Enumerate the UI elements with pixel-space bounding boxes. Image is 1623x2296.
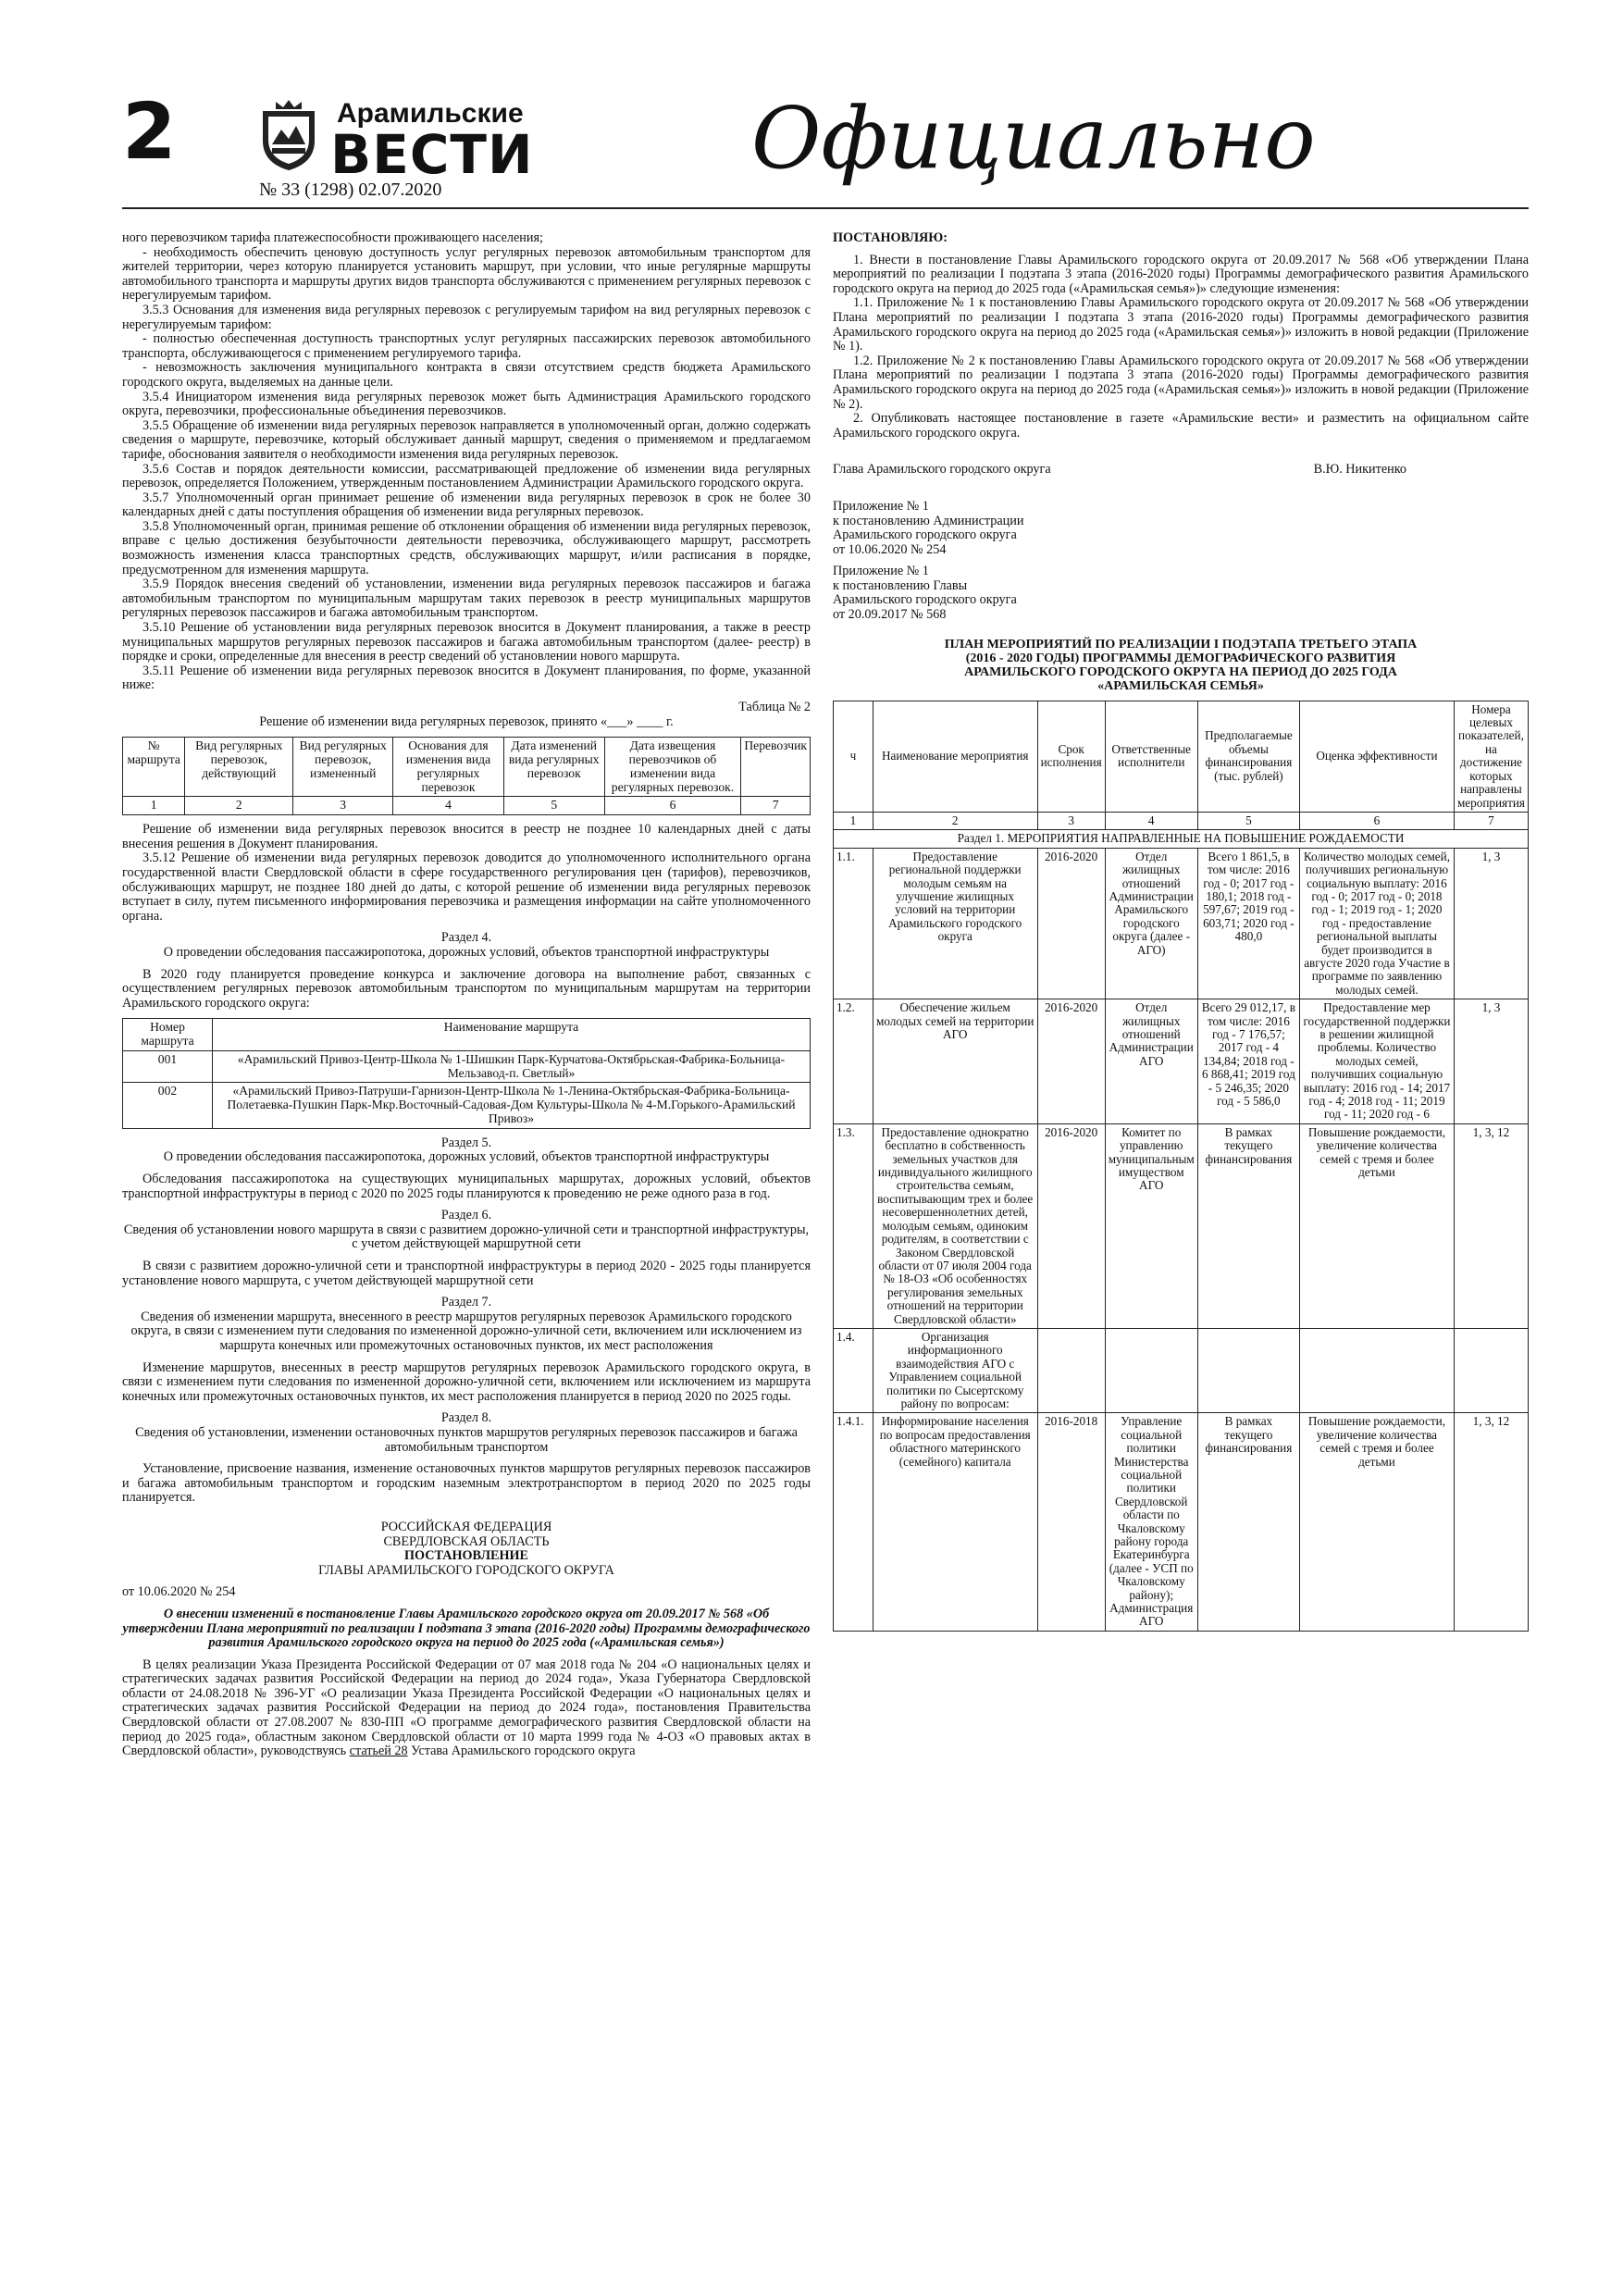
paragraph: Установление, присвоение названия, изменение остановочных пунктов маршрутов регулярных перевозок пассажиров и багажа автомобильным транспортом и городским наземным электротранспортом в период 2020 по 2025 годы планируется. (122, 1461, 811, 1506)
table-header-cell: Дата извещения перевозчиков об изменении вида регулярных перевозок. (604, 738, 741, 797)
decree-heading: ПОСТАНОВЛЯЮ: (833, 230, 948, 245)
row-responsible: Отдел жилищных отношений Администрации АГО (1105, 999, 1197, 1124)
row-term: 2016-2020 (1037, 848, 1105, 999)
row-name: Предоставление однократно бесплатно в собственность земельных участков для индивидуального жилищного строительства семьям, воспитывающим трех и более несовершеннолетних детей, молодым семьям, одиноким родителям, в соответствии с Законом Свердловской области от 07 июля 2004 года № 18-ОЗ «Об особенностях регулирования земельных отношений на территории Свердловской области» (873, 1123, 1037, 1328)
region-heading: СВЕРДЛОВСКАЯ ОБЛАСТЬ (383, 1533, 550, 1549)
section-title: Официально (751, 89, 1316, 188)
paragraph: 3.5.10 Решение об установлении вида регулярных перевозок вносится в Документ планирования, а также в реестр муниципальных маршрутов регулярных перевозок пассажиров и багажа автомобильным транспортом (далее- реестр) в порядке и сроки, определенные для внесения в реестр сведений об установлении нового маршрута. (122, 620, 811, 664)
issue-number: № 33 (1298) 02.07.2020 (259, 180, 442, 200)
table-cell: 3 (1037, 812, 1105, 829)
attachment-line: от 10.06.2020 № 254 (833, 541, 947, 557)
table-cell: 1 (834, 812, 873, 829)
row-term: 2016-2020 (1037, 999, 1105, 1124)
route-name: «Арамильский Привоз-Центр-Школа № 1-Шишкин Парк-Курчатова-Октябрьская-Фабрика-Больница-Мельзавод-п. Светлый» (213, 1050, 811, 1083)
paragraph: 3.5.9 Порядок внесения сведений об установлении, изменении вида регулярных перевозок пассажиров и багажа автомобильным транспортом по муниципальным маршрутам таких перевозок в реестр муниципальных маршрутов регулярных перевозок пассажиров и багажа автомобильным транспортом. (122, 577, 811, 621)
plan-title-line: ПЛАН МЕРОПРИЯТИЙ ПО РЕАЛИЗАЦИИ I ПОДЭТАПА ТРЕТЬЕГО ЭТАПА (944, 637, 1418, 652)
row-number: 1.4.1. (834, 1413, 873, 1632)
row-responsible: Комитет по управлению муниципальным имуществом АГО (1105, 1123, 1197, 1328)
paragraph: 3.5.3 Основания для изменения вида регулярных перевозок с регулируемым тарифом на вид регулярных перевозок с нерегулируемым тарифом: (122, 302, 811, 332)
paragraph: 3.5.4 Инициатором изменения вида регулярных перевозок может быть Администрация Арамильского городского округа, перевозчики, профессиональные объединения перевозчиков. (122, 389, 811, 419)
paragraph: 3.5.8 Уполномоченный орган, принимая решение об отклонении обращения об изменении вида регулярных перевозок, вправе с целью достижения безубыточности деятельности перевозчика, обслуживающего маршрут, рассмотреть возможность изменения класса транспортных средств, обслуживающих маршрут, и/или расписания в порядке, предусмотренном для изменения маршрута. (122, 518, 811, 577)
table-header-cell: Наименование маршрута (213, 1019, 811, 1051)
row-indicators: 1, 3, 12 (1454, 1413, 1528, 1632)
table-header-cell: Наименование мероприятия (873, 701, 1037, 812)
paragraph: В связи с развитием дорожно-уличной сети и транспортной инфраструктуры в период 2020 - 2025 годы планируется установление нового маршрута, с учетом действующей маршрутной сети (122, 1259, 811, 1288)
table-row (834, 848, 1529, 999)
row-indicators: 1, 3, 12 (1454, 1123, 1528, 1328)
table-cell: 5 (503, 797, 604, 815)
page-number: 2 (122, 86, 177, 177)
paragraph: ного перевозчиком тарифа платежеспособности проживающего населения; (122, 230, 543, 245)
section-heading: Раздел 6. (440, 1208, 492, 1223)
row-responsible: Управление социальной политики Министерства социальной политики Свердловской области по Чкаловскому району города Екатеринбурга (далее - УСП по Чкаловскому району); Администрация АГО (1105, 1413, 1197, 1632)
row-financing (1197, 1328, 1299, 1412)
row-indicators: 1, 3 (1454, 848, 1528, 999)
route-number: 002 (123, 1083, 213, 1128)
section-heading: Раздел 4. (440, 930, 492, 946)
row-indicators: 1, 3 (1454, 999, 1528, 1124)
table-cell: 5 (1197, 812, 1299, 829)
table-header-cell: Перевозчик (741, 738, 811, 797)
route-type-table (122, 737, 811, 815)
document-type: ПОСТАНОВЛЕНИЕ (403, 1548, 529, 1564)
row-number: 1.4. (834, 1328, 873, 1412)
row-name: Организация информационного взаимодействия АГО с Управлением социальной политики по Сысертскому району по вопросам: (873, 1328, 1037, 1412)
row-efficiency (1300, 1328, 1455, 1412)
table-cell: 6 (604, 797, 741, 815)
row-name: Предоставление региональной поддержки молодым семьям на улучшение жилищных условий на территории Арамильского городского округа (873, 848, 1037, 999)
row-financing: В рамках текущего финансирования (1197, 1123, 1299, 1328)
attachment-line: Приложение № 1 (833, 564, 929, 579)
row-name: Обеспечение жильем молодых семей на территории АГО (873, 999, 1037, 1124)
paragraph: - невозможность заключения муниципального контракта в связи отсутствием средств бюджета Арамильского городского округа, выделяемых на данные цели. (122, 360, 811, 390)
table-cell: 1 (123, 797, 185, 815)
table-row (834, 1413, 1529, 1632)
row-number: 1.2. (834, 999, 873, 1124)
table-header-cell: Ответственные исполнители (1105, 701, 1197, 812)
coat-of-arms-icon (252, 98, 326, 172)
paragraph: 3.5.5 Обращение об изменении вида регулярных перевозок направляется в уполномоченный орган, должно содержать сведения о маршруте, перевозчике, который обслуживает данный маршрут, сведения о применяемом и предлагаемом тарифе, обоснования заявителя о необходимости изменения вида регулярных перевозок. (122, 417, 811, 462)
section-heading: Раздел 8. (440, 1410, 492, 1426)
attachment-line: к постановлению Главы (833, 577, 968, 593)
table-header-cell: Номера целевых показателей, на достижение которых направлены мероприятия (1454, 701, 1528, 812)
attachment-line: Приложение № 1 (833, 498, 929, 514)
attachment-line: Арамильского городского округа (833, 527, 1017, 543)
paper-title-main: ВЕСТИ (330, 123, 534, 186)
preamble-end: Устава Арамильского городского округа (411, 1744, 636, 1759)
route-name: «Арамильский Привоз-Патруши-Гарнизон-Центр-Школа № 1-Ленина-Октябрьская-Фабрика-Больница-Полетаевка-Пушкин Парк-Мкр.Восточный-Садовая-Дом Культуры-Школа № 4-М.Горького-Арамильский Привоз» (213, 1083, 811, 1128)
row-term: 2016-2018 (1037, 1413, 1105, 1632)
paragraph: 1.2. Приложение № 2 к постановлению Главы Арамильского городского округа от 20.09.2017 № 568 «Об утверждении Плана мероприятий по реализации I подэтапа 3 этапа (2016-2020 годы) Программы демографического развития Арамильского городского округа на период до 2025 года («Арамильская семья»)» изложить в новой редакции (Приложение № 2). (833, 353, 1529, 412)
document-date: от 10.06.2020 № 254 (122, 1584, 236, 1600)
paragraph: 3.5.7 Уполномоченный орган принимает решение об изменении вида регулярных перевозок в срок не более 30 календарных дней с даты поступления обращения об изменении вида регулярных перевозок. (122, 490, 811, 520)
table-caption: Таблица № 2 (738, 700, 811, 714)
section-heading: Раздел 7. (440, 1295, 492, 1310)
preamble-text: В целях реализации Указа Президента Российской Федерации от 07 мая 2018 года № 204 «О национальных целях и стратегических задачах развития Российской Федерации на период до 2024 года», Указа Губернатора Свердловской области от 24.08.2018 № 396-УГ «О реализации Указа Президента Российской Федерации «О национальных целях и стратегических задачах развития Российской Федерации на период до 2024 года», постановления Правительства Свердловской области от 27.08.2007 № 830-ПП «О программе демографического развития Свердловской области на период до 2025 года», областным законом Свердловской области от 10 марта 1999 года № 4-ОЗ «О правовых актах в Свердловской области», руководствуясь (122, 1657, 811, 1759)
row-efficiency: Количество молодых семей, получивших региональную социальную выплату: 2016 год - 0; 2017 год - 0; 2018 год - 1; 2019 год - 1; 2020 год - предоставление региональной выплаты будет производится в августе 2020 года Участие в программе по заявлению молодых семей. (1300, 848, 1455, 999)
paragraph: - необходимость обеспечить ценовую доступность услуг регулярных перевозок автомобильным транспортом для жителей территории, через которую планируется установить маршрут, при условии, что иные регулярные маршруты автомобильного транспорта и маршруты других видов транспорта обслуживаются с применением регулярных перевозок с нерегулируемым тарифом. (122, 244, 811, 304)
preamble (122, 1658, 811, 1759)
table-header-cell: Вид регулярных перевозок, действующий (185, 738, 293, 797)
paragraph: 3.5.11 Решение об изменении вида регулярных перевозок вносится в Документ планирования, по форме, указанной ниже: (122, 663, 811, 693)
paragraph: 3.5.6 Состав и порядок деятельности комиссии, рассматривающей предложение об изменении вида регулярных перевозок, определяется Положением, утвержденным постановлением Администрации Арамильского городского округа. (122, 461, 811, 491)
table-row (834, 1123, 1529, 1328)
section-heading: Раздел 5. (440, 1135, 492, 1150)
left-column (122, 231, 811, 1759)
table-cell: 7 (1454, 812, 1528, 829)
row-financing: В рамках текущего финансирования (1197, 1413, 1299, 1632)
country-heading: РОССИЙСКАЯ ФЕДЕРАЦИЯ (380, 1519, 552, 1534)
plan-table (833, 701, 1529, 1632)
row-financing: Всего 29 012,17, в том числе: 2016 год - 7 176,57; 2017 год - 4 134,84; 2018 год - 6 868,41; 2019 год - 5 246,35; 2020 год - 5 586,0 (1197, 999, 1299, 1124)
table-header-cell: Номер маршрута (123, 1019, 213, 1051)
right-column (833, 231, 1529, 1632)
table-header-cell: № маршрута (123, 738, 185, 797)
paragraph: - полностью обеспеченная доступность транспортных услуг регулярных пассажирских перевозок автомобильного транспорта, обслуживающегося с применением регулируемого тарифа. (122, 331, 811, 361)
row-financing: Всего 1 861,5, в том числе: 2016 год - 0; 2017 год - 180,1; 2018 год - 597,67; 2019 год - 603,71; 2020 год - 480,0 (1197, 848, 1299, 999)
row-efficiency: Повышение рождаемости, увеличение количества семей с тремя и более детьми (1300, 1413, 1455, 1632)
plan-title-line: АРАМИЛЬСКОГО ГОРОДСКОГО ОКРУГА НА ПЕРИОД ДО 2025 ГОДА (964, 664, 1397, 679)
table-header-cell: Оценка эффективности (1300, 701, 1455, 812)
signature-row (833, 463, 1406, 478)
paragraph: 3.5.12 Решение об изменении вида регулярных перевозок доводится до уполномоченного исполнительного органа государственной власти Свердловской области в сфере государственного регулирования цен (тарифов), перевозчиков, обслуживающих маршрут, не позднее 180 дней до даты, с которой решение об изменении вида регулярных перевозок вступает в силу, путем письменного информирования перевозчика и размещения информации на сайте уполномоченного органа. (122, 850, 811, 924)
table-cell: 4 (393, 797, 504, 815)
attachment-line: от 20.09.2017 № 568 (833, 607, 947, 623)
table-row (834, 999, 1529, 1124)
table-cell: 2 (873, 812, 1037, 829)
route-number: 001 (123, 1050, 213, 1083)
table-header-cell: Срок исполнения (1037, 701, 1105, 812)
row-efficiency: Повышение рождаемости, увеличение количества семей с тремя и более детьми (1300, 1123, 1455, 1328)
table-header-cell: Вид регулярных перевозок, измененный (293, 738, 393, 797)
table-header-cell: Дата изменений вида регулярных перевозок (503, 738, 604, 797)
paragraph: 1. Внести в постановление Главы Арамильского городского округа от 20.09.2017 № 568 «Об утверждении Плана мероприятий по реализации I подэтапа 3 этапа (2016-2020 годы) Программы демографического развития Арамильского городского округа на период до 2025 года («Арамильская семья»)» следующие изменения: (833, 252, 1529, 296)
row-number: 1.3. (834, 1123, 873, 1328)
table-header-cell: Основания для изменения вида регулярных перевозок (393, 738, 504, 797)
attachment-line: Арамильского городского округа (833, 592, 1017, 608)
charter-article-link[interactable]: статьей 28 (349, 1744, 408, 1759)
paragraph: Решение об изменении вида регулярных перевозок вносится в реестр не позднее 10 календарных дней с даты внесения решения в Документ планирования. (122, 822, 811, 851)
paragraph: Обследования пассажиропотока на существующих муниципальных маршрутах, дорожных условий, объектов транспортной инфраструктуры в период с 2020 по 2025 годы планируются к проведению не реже одного раза в год. (122, 1172, 811, 1201)
document-subject: О внесении изменений в постановление Главы Арамильского городского округа от 20.09.2017 № 568 «Об утверждении Плана мероприятий по реализации I подэтапа 3 этапа (2016-2020 годы) Программы демографического развития Арамильского городского округа на период до 2025 года («Арамильская семья») (122, 1606, 811, 1651)
table-cell: 3 (293, 797, 393, 815)
masthead (122, 86, 1529, 209)
paper-title-top: Арамильские (337, 98, 524, 129)
section-subheading: О проведении обследования пассажиропотока, дорожных условий, объектов транспортной инфраструктуры (163, 1149, 770, 1165)
plan-title-line: (2016 - 2020 ГОДЫ) ПРОГРАММЫ ДЕМОГРАФИЧЕСКОГО РАЗВИТИЯ (965, 651, 1396, 665)
signer-name: В.Ю. Никитенко (1313, 462, 1406, 478)
paragraph: В 2020 году планируется проведение конкурса и заключение договора на выполнение работ, связанных с осуществлением регулярных перевозок автомобильным транспортом по муниципальным маршрутам на территории Арамильского городского округа: (122, 966, 811, 1011)
row-term (1037, 1328, 1105, 1412)
table-cell: 7 (741, 797, 811, 815)
table-cell: 2 (185, 797, 293, 815)
table-header-cell: Предполагаемые объемы финансирования (тыс. рублей) (1197, 701, 1299, 812)
paragraph: 1.1. Приложение № 1 к постановлению Главы Арамильского городского округа от 20.09.2017 № 568 «Об утверждении Плана мероприятий по реализации I подэтапа 3 этапа (2016-2020 годы) Программы демографического развития Арамильского городского округа на период до 2025 года («Арамильская семья»)» изложить в новой редакции (Приложение № 1). (833, 295, 1529, 354)
section-subheading: Сведения об установлении, изменении остановочных пунктов маршрутов регулярных перевозок пассажиров и багажа автомобильным транспортом (135, 1424, 798, 1455)
routes-table (122, 1018, 811, 1129)
section-subheading: Сведения об установлении нового маршрута в связи с развитием дорожно-уличной сети и транспортной инфраструктуры, с учетом действующей маршрутной сети (123, 1222, 810, 1252)
attachment-line: к постановлению Администрации (833, 513, 1024, 528)
paragraph: 2. Опубликовать настоящее постановление в газете «Арамильские вести» и разместить на официальном сайте Арамильского городского округа. (833, 411, 1529, 441)
row-efficiency: Предоставление мер государственной поддержки в решении жилищной проблемы. Количество молодых семей, получивших социальную выплату: 2016 год - 14; 2017 год - 4; 2018 год - 11; 2019 год - 11; 2020 год - 6 (1300, 999, 1455, 1124)
table-header-cell: ч (834, 701, 873, 812)
table-cell: 4 (1105, 812, 1197, 829)
table-section-row: Раздел 1. МЕРОПРИЯТИЯ НАПРАВЛЕННЫЕ НА ПОВЫШЕНИЕ РОЖДАЕМОСТИ (834, 830, 1529, 848)
row-name: Информирование населения по вопросам предоставления областного материнского (семейного) капитала (873, 1413, 1037, 1632)
section-subheading: Сведения об изменении маршрута, внесенного в реестр маршрутов регулярных перевозок Арамильского городского округа, в связи с изменением пути следования по измененной дорожно-уличной сети, включением или исключением из маршрута конечных или промежуточных остановочных пунктов, их мест расположения (130, 1309, 802, 1353)
plan-title-line: «АРАМИЛЬСКАЯ СЕМЬЯ» (1097, 678, 1264, 693)
signer-title: Глава Арамильского городского округа (833, 462, 1051, 478)
row-term: 2016-2020 (1037, 1123, 1105, 1328)
row-responsible: Отдел жилищных отношений Администрации Арамильского городского округа (далее - АГО) (1105, 848, 1197, 999)
row-indicators (1454, 1328, 1528, 1412)
row-responsible (1105, 1328, 1197, 1412)
section-subheading: О проведении обследования пассажиропотока, дорожных условий, объектов транспортной инфраструктуры (163, 944, 770, 960)
document-issuer: ГЛАВЫ АРАМИЛЬСКОГО ГОРОДСКОГО ОКРУГА (318, 1562, 614, 1578)
row-number: 1.1. (834, 848, 873, 999)
table-title: Решение об изменении вида регулярных перевозок, принято «___» ____ г. (259, 714, 674, 729)
table-row (834, 1328, 1529, 1412)
table-cell: 6 (1300, 812, 1455, 829)
paragraph: Изменение маршрутов, внесенных в реестр маршрутов регулярных перевозок Арамильского городского округа, в связи с изменением пути следования по измененной дорожно-уличной сети, включением или исключением из маршрута конечных или промежуточных остановочных пунктов, их мест расположения планируется в период 2020 по 2025 годы. (122, 1359, 811, 1404)
